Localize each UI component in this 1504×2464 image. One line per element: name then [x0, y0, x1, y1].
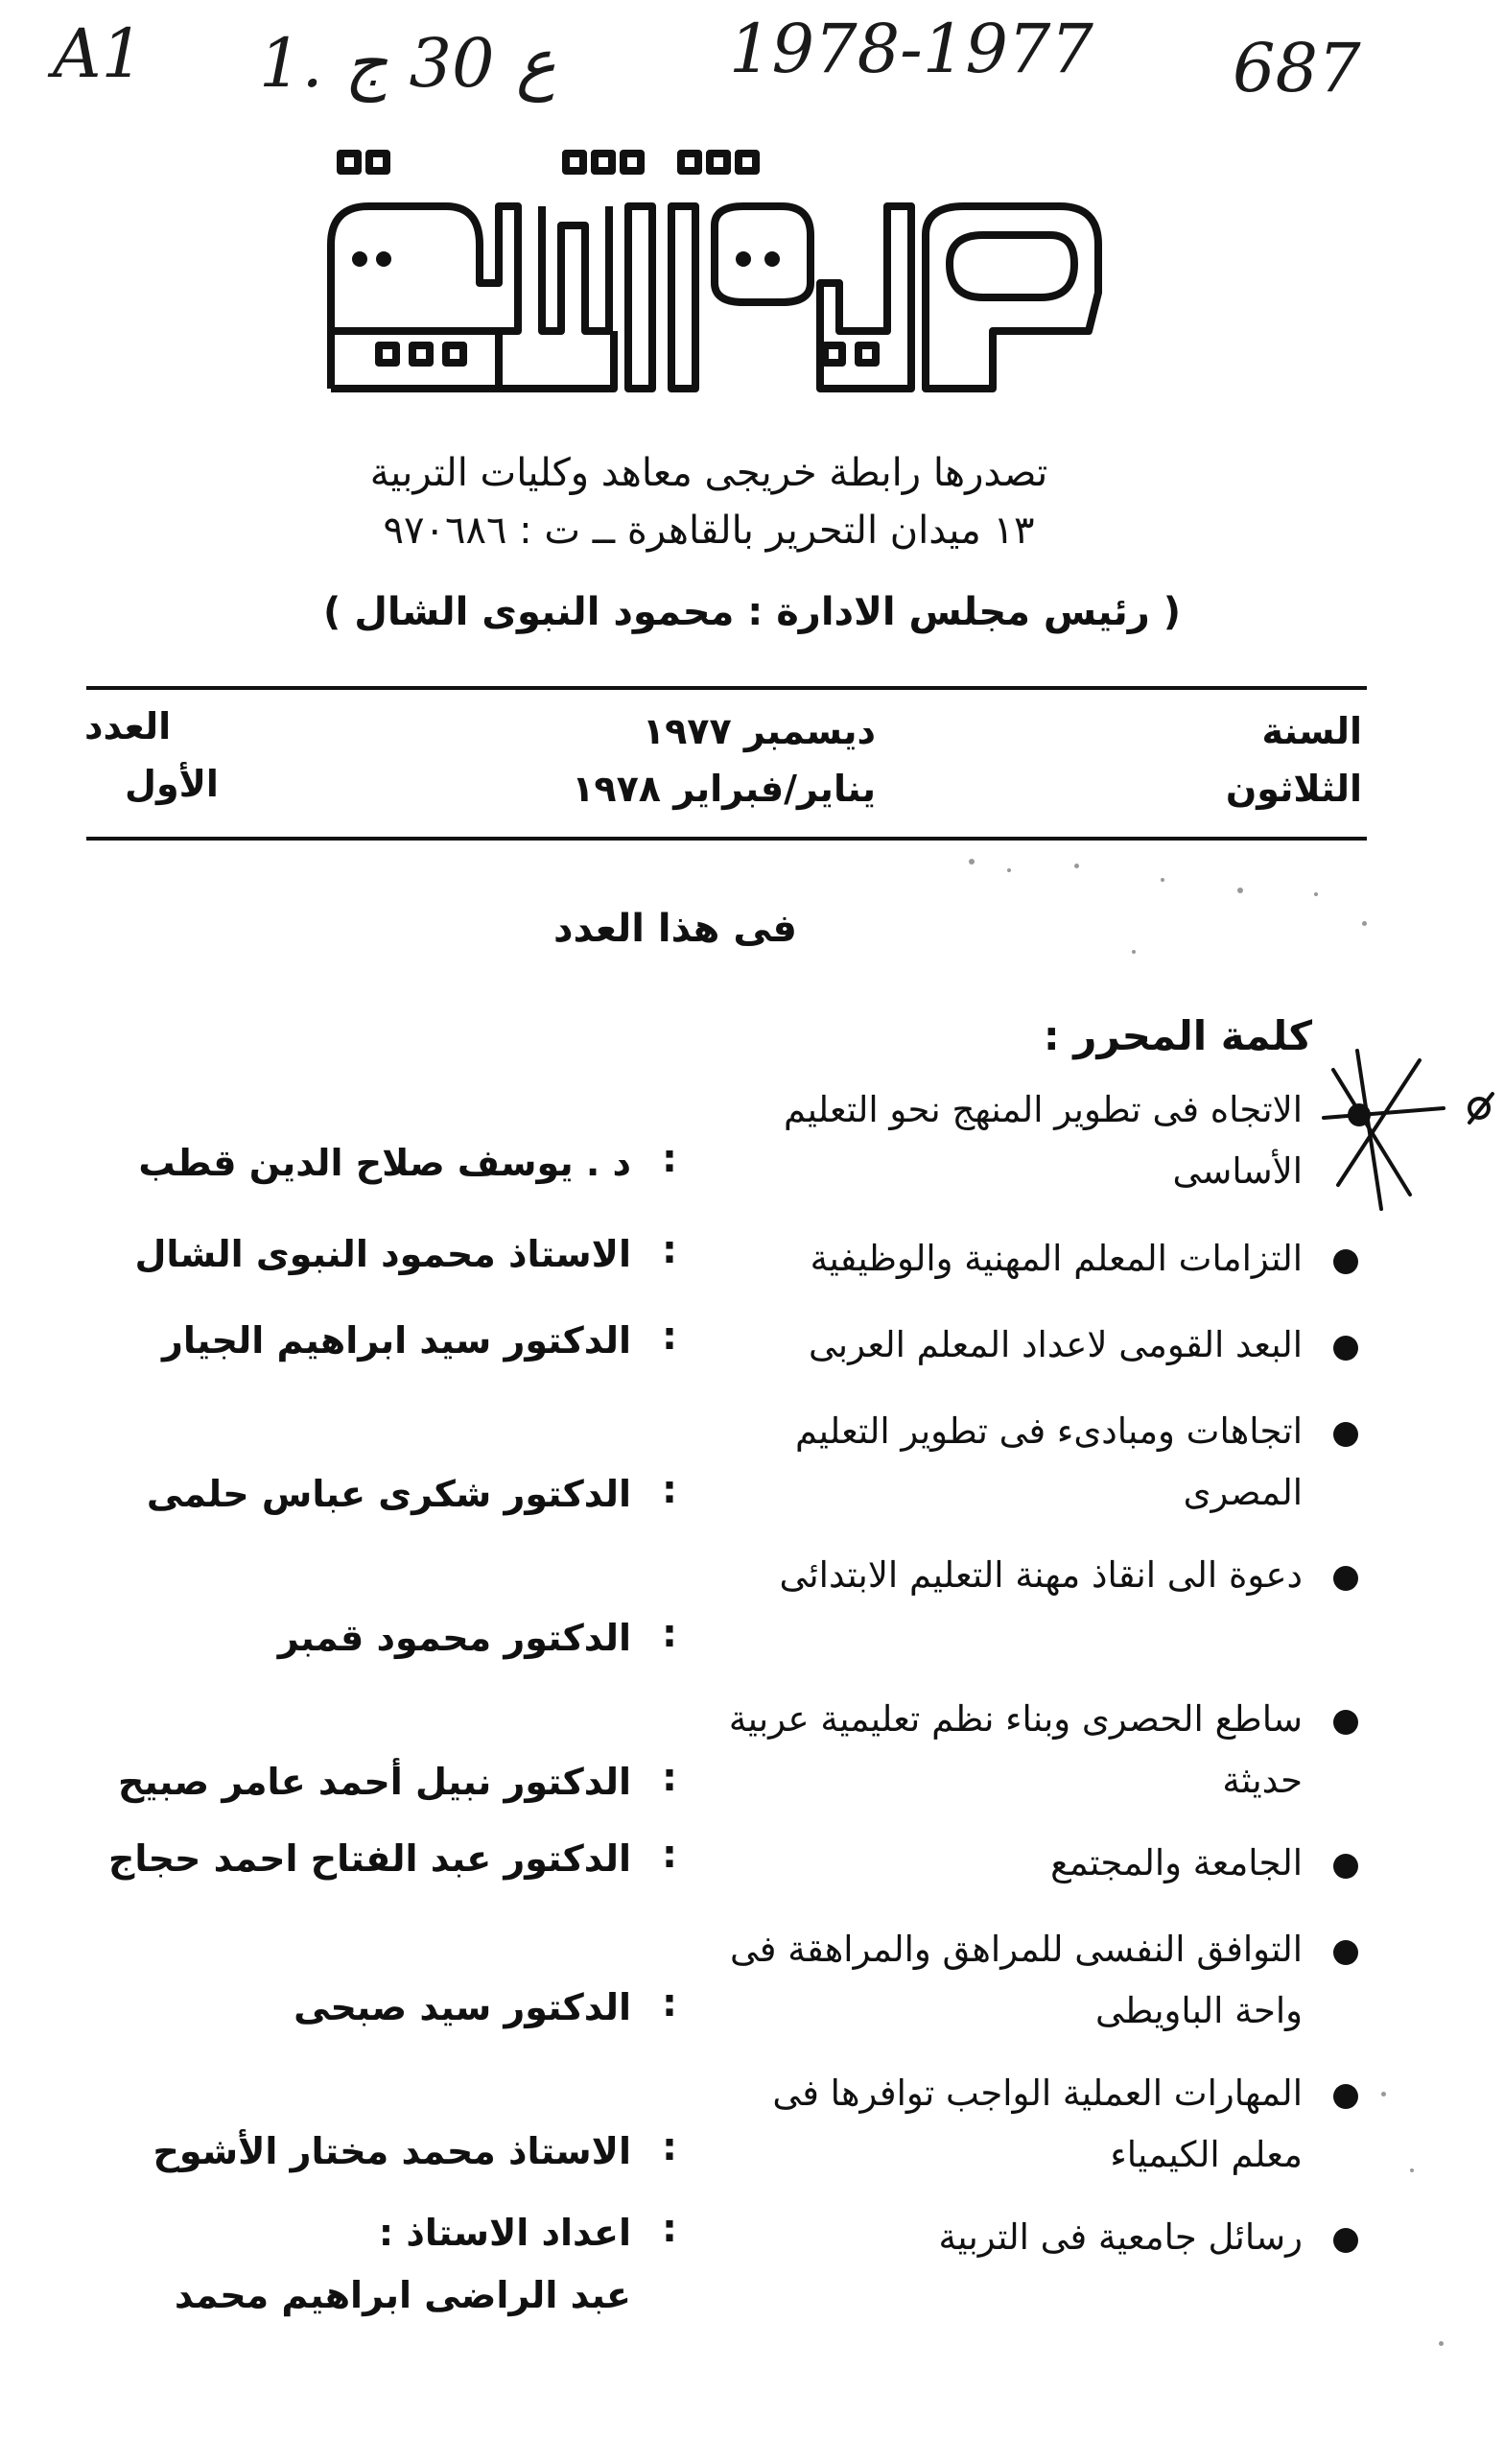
article-author-2: الاستاذ محمود النبوى الشال: [134, 1233, 631, 1275]
annotation-code: 1. ع 30 ج: [259, 24, 556, 103]
bullet-icon: [1333, 2084, 1358, 2109]
handwritten-star-mark: [1304, 1041, 1496, 1214]
separator-colon: :: [662, 1137, 677, 1181]
annotation-page-number: 687: [1233, 29, 1361, 107]
article-author-8: الدكتور سيد صبحى: [294, 1986, 631, 2028]
bullet-icon: [1333, 1249, 1358, 1274]
annotation-top-left: A1: [53, 14, 145, 93]
contents-heading: فى هذا العدد: [552, 907, 797, 951]
issue-number-value: الأول: [125, 763, 219, 805]
separator-colon: :: [662, 1833, 677, 1877]
year-value: الثلاثون: [1225, 768, 1362, 810]
separator-colon: :: [662, 1756, 677, 1800]
masthead-logo: [321, 139, 1117, 408]
separator-colon: :: [662, 1315, 677, 1359]
bullet-icon: [1333, 2228, 1358, 2253]
article-author-3: الدكتور سيد ابراهيم الجيار: [161, 1319, 631, 1362]
top-rule: [86, 686, 1367, 690]
article-title-4: اتجاهات ومبادىء فى تطوير التعليم المصرى: [795, 1410, 1303, 1513]
separator-colon: :: [662, 1228, 677, 1272]
article-author-6: الدكتور نبيل أحمد عامر صبيح: [117, 1761, 631, 1803]
article-title-9: المهارات العملية الواجب توافرها فى معلم الكيمياء: [772, 2073, 1303, 2175]
issue-number-label: العدد: [84, 705, 172, 747]
bullet-icon: [1333, 1710, 1358, 1735]
article-title-7: الجامعة والمجتمع: [1050, 1842, 1303, 1884]
separator-colon: :: [662, 1981, 677, 2026]
separator-colon: :: [662, 1468, 677, 1512]
article-title-6: ساطع الحصرى وبناء نظم تعليمية عربية حديثة: [728, 1698, 1303, 1801]
editor-word-heading: كلمة المحرر :: [1043, 1012, 1312, 1059]
article-title-3: البعد القومى لاعداد المعلم العربى: [808, 1324, 1303, 1365]
bullet-icon: [1333, 1940, 1358, 1965]
bullet-icon: [1333, 1854, 1358, 1879]
article-title-5: دعوة الى انقاذ مهنة التعليم الابتدائى: [779, 1554, 1303, 1596]
article-author-7: الدكتور عبد الفتاح احمد حجاج: [108, 1837, 631, 1880]
article-title-8: التوافق النفسى للمراهق والمراهقة فى واحة الباويطى: [729, 1929, 1303, 2031]
separator-colon: :: [662, 2125, 677, 2169]
separator-colon: :: [662, 1612, 677, 1656]
separator-colon: :: [662, 2207, 677, 2251]
chairman-line: ( رئيس مجلس الادارة : محمود النبوى الشال ): [322, 590, 1182, 634]
issue-date-2: يناير/فبراير ١٩٧٨: [572, 768, 876, 810]
article-title-2: التزامات المعلم المهنية والوظيفية: [810, 1238, 1303, 1279]
year-label: السنة: [1261, 710, 1362, 752]
publisher-line: تصدرها رابطة خريجى معاهد وكليات التربية: [369, 451, 1048, 495]
article-author-9: الاستاذ محمد مختار الأشوح: [153, 2130, 631, 2172]
bullet-icon: [1333, 1336, 1358, 1361]
article-title-1: الاتجاه فى تطوير المنهج نحو التعليم الأساسى: [784, 1089, 1303, 1192]
annotation-years: 1978-1977: [729, 10, 1093, 88]
article-title-10: رسائل جامعية فى التربية: [938, 2216, 1303, 2258]
article-author-10-line2: عبد الراضى ابراهيم محمد: [174, 2274, 631, 2316]
article-author-10-line1: اعداد الاستاذ :: [378, 2212, 631, 2254]
bullet-icon: [1333, 1422, 1358, 1447]
article-author-1: د . يوسف صلاح الدين قطب: [138, 1142, 631, 1184]
bottom-rule: [86, 837, 1367, 841]
issue-date-1: ديسمبر ١٩٧٧: [642, 710, 876, 752]
bullet-icon: [1333, 1566, 1358, 1591]
article-author-5: الدكتور محمود قمبر: [277, 1617, 631, 1659]
address-line: ١٣ ميدان التحرير بالقاهرة ــ ت : ٩٧٠٦٨٦: [383, 509, 1035, 553]
article-author-4: الدكتور شكرى عباس حلمى: [146, 1473, 631, 1515]
